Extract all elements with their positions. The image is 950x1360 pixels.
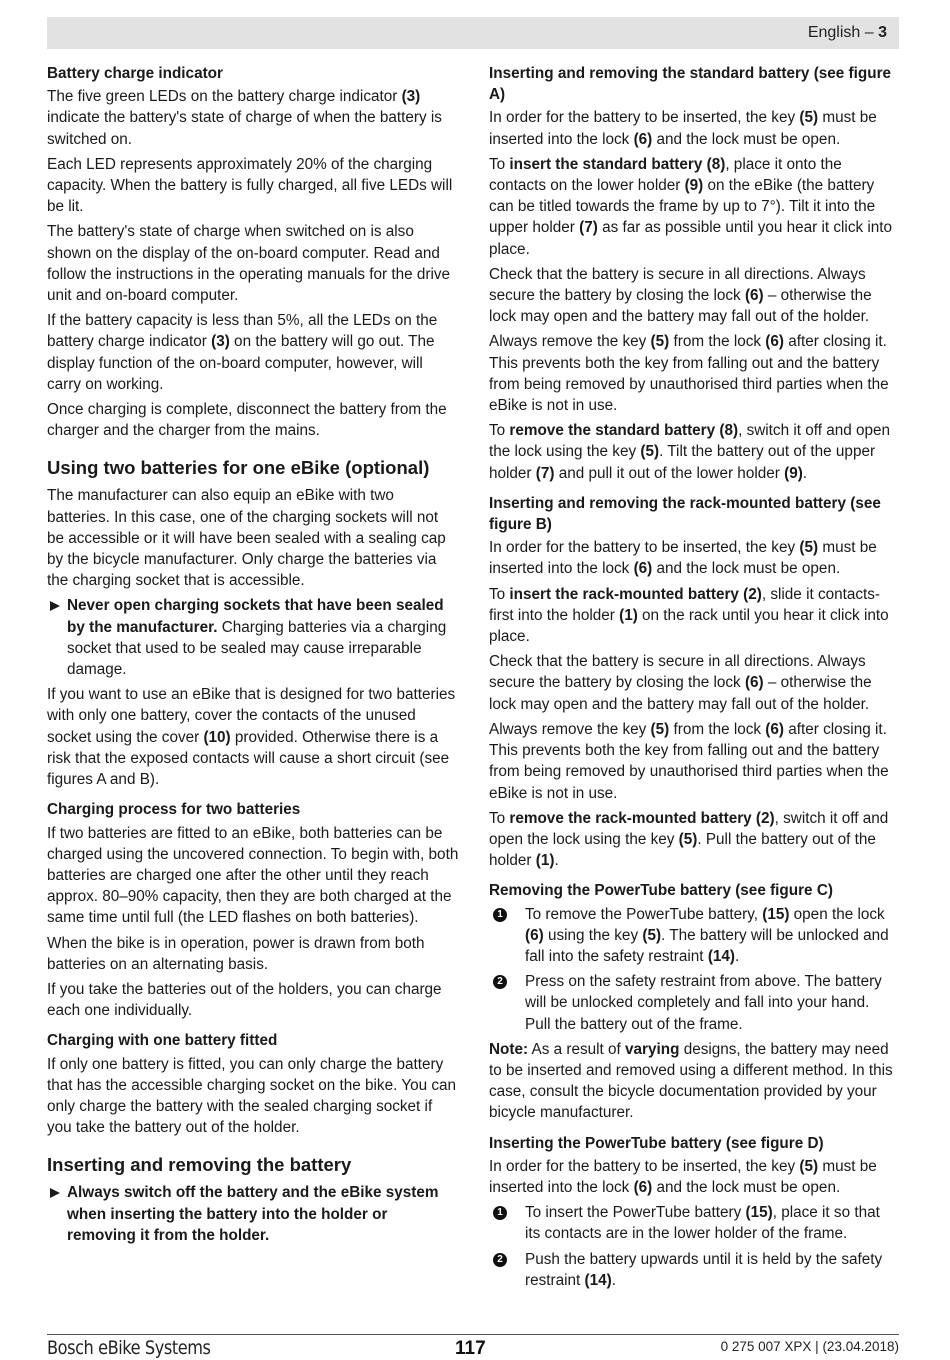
footer-divider: [47, 1334, 899, 1335]
warning-triangle-icon: [50, 601, 60, 611]
paragraph: In order for the battery to be inserted, the key (5) must be inserted into the lock (6) and the lock must be open.: [489, 539, 877, 578]
paragraph: If the battery capacity is less than 5%, all the LEDs on the battery charge indicator (3) on the battery will go out. The display function of the on-board computer, however, will carry on working.: [47, 312, 438, 393]
paragraph: Check that the battery is secure in all directions. Always secure the battery by closing the lock (6) – otherwise the lock may open and the battery may fall out of the holder.: [489, 265, 872, 326]
paragraph: If only one battery is fitted, you can only charge the battery that has the accessible charging socket on the bike. You can only charge the battery with the sealed charging socket if you take the battery out of the holder.: [47, 1055, 457, 1137]
warning-switch-off: Always switch off the battery and the eBike system when inserting the battery into the holder or removing it from the holder.: [47, 1182, 459, 1246]
step-number-icon: 1: [493, 908, 507, 922]
heading-charging-one: Charging with one battery fitted: [47, 1032, 278, 1050]
note-paragraph: Note: As a result of varying designs, the battery may need to be inserted and removed using a different method. In this case, consult the bicycle documentation provided by your bicycle manufacturer.: [489, 1040, 893, 1122]
paragraph: If two batteries are fitted to an eBike, both batteries can be charged using the uncovered connection. To begin with, both batteries are charged one after the other until they reach approx. 80–90% capacity, then they are both charged at the same time until full (the LED flashes on both batteries).: [47, 824, 459, 927]
paragraph: Always remove the key (5) from the lock (6) after closing it. This prevents both the key from falling out and the battery from being removed by unauthorised third parties when the eBike is not in use.: [489, 720, 889, 802]
header-language: English: [807, 24, 861, 41]
footer-document-code: 0 275 007 XPX | (23.04.2018): [720, 1339, 899, 1354]
paragraph: To remove the standard battery (8), switch it off and open the lock using the key (5). Tilt the battery out of the upper holder (7) and pull it out of the lower holder (9).: [489, 422, 891, 482]
list-item: 1 To insert the PowerTube battery (15), place it so that its contacts are in the lower holder of the frame.: [489, 1202, 899, 1244]
warning-sealed-sockets: Never open charging sockets that have been sealed by the manufacturer. Charging batteries via a charging socket that used to be sealed may cause irreparable damage.: [47, 595, 459, 680]
step-number-icon: 2: [493, 1253, 507, 1267]
page-header-label: [808, 24, 887, 42]
header-page-number: 3: [878, 24, 887, 41]
list-item: 2 Push the battery upwards until it is held by the safety restraint (14).: [489, 1249, 899, 1291]
paragraph: To insert the standard battery (8), place it onto the contacts on the lower holder (9) on the eBike (the battery can be titled towards the frame by up to 7°). Tilt it into the upper holder (7) as far as possible until you hear it click into place.: [489, 155, 893, 258]
heading-two-batteries: Using two batteries for one eBike (optional): [47, 457, 430, 479]
paragraph: Always remove the key (5) from the lock (6) after closing it. This prevents both the key from falling out and the battery from being removed by unauthorised third parties when the eBike is not in use.: [489, 333, 889, 415]
header-separator: –: [860, 24, 879, 41]
paragraph: Once charging is complete, disconnect the battery from the charger and the charger from the mains.: [47, 401, 447, 440]
paragraph: In order for the battery to be inserted, the key (5) must be inserted into the lock (6) and the lock must be open.: [489, 109, 877, 148]
heading-powertube-remove: Removing the PowerTube battery (see figure C): [489, 882, 833, 900]
step-number-icon: 1: [493, 1206, 507, 1220]
heading-standard-battery: Inserting and removing the standard battery (see figure A): [489, 65, 892, 104]
right-column: [489, 63, 899, 1295]
heading-rack-battery: Inserting and removing the rack-mounted battery (see figure B): [489, 494, 881, 534]
paragraph: The manufacturer can also equip an eBike with two batteries. In this case, one of the charging sockets will not be accessible or it will have been sealed with a sealing cap by the bicycle manufacturer. Only charge the batteries via the charging socket that is accessible.: [47, 487, 446, 590]
warning-triangle-icon: [50, 1188, 60, 1198]
heading-inserting-removing: Inserting and removing the battery: [47, 1154, 352, 1176]
footer-brand-logo: Bosch eBike Systems: [47, 1337, 211, 1359]
page-header-bar: [47, 17, 899, 49]
paragraph: When the bike is in operation, power is drawn from both batteries on an alternating basis.: [47, 934, 425, 973]
heading-battery-charge-indicator: Battery charge indicator: [47, 65, 223, 82]
paragraph: In order for the battery to be inserted, the key (5) must be inserted into the lock (6) and the lock must be open.: [489, 1157, 877, 1196]
paragraph: To insert the rack-mounted battery (2), slide it contacts-first into the holder (1) on the rack until you hear it click into place.: [489, 585, 889, 646]
paragraph: The battery's state of charge when switched on is also shown on the display of the on-board computer. Read and follow the instructions in the operating manuals for the drive unit and on-board computer.: [47, 223, 451, 305]
paragraph: To remove the rack-mounted battery (2), switch it off and open the lock using the key (5). Pull the battery out of the holder (1).: [489, 809, 889, 870]
list-item: 1 To remove the PowerTube battery, (15) open the lock (6) using the key (5). The battery will be unlocked and fall into the safety restraint (14).: [489, 904, 899, 968]
left-column: [47, 63, 459, 1250]
footer-page-number: 117: [455, 1338, 486, 1359]
paragraph: If you want to use an eBike that is designed for two batteries with only one battery, cover the contacts of the unused socket using the cover (10) provided. Otherwise there is a risk that the exposed contacts will cause a short circuit (see figures A and B).: [47, 686, 456, 789]
step-number-icon: 2: [493, 975, 507, 989]
list-item: 2 Press on the safety restraint from above. The battery will be unlocked completely and fall into your hand. Pull the battery out of the frame.: [489, 971, 899, 1035]
paragraph: Each LED represents approximately 20% of the charging capacity. When the battery is fully charged, all five LEDs will be lit.: [47, 155, 453, 216]
paragraph: The five green LEDs on the battery charge indicator (3) indicate the battery's state of charge of when the battery is switched on.: [47, 88, 442, 148]
heading-powertube-insert: Inserting the PowerTube battery (see figure D): [489, 1134, 824, 1152]
heading-charging-two: Charging process for two batteries: [47, 801, 301, 819]
paragraph: If you take the batteries out of the holders, you can charge each one individually.: [47, 980, 442, 1020]
paragraph: Check that the battery is secure in all directions. Always secure the battery by closing the lock (6) – otherwise the lock may open and the battery may fall out of the holder.: [489, 653, 872, 713]
